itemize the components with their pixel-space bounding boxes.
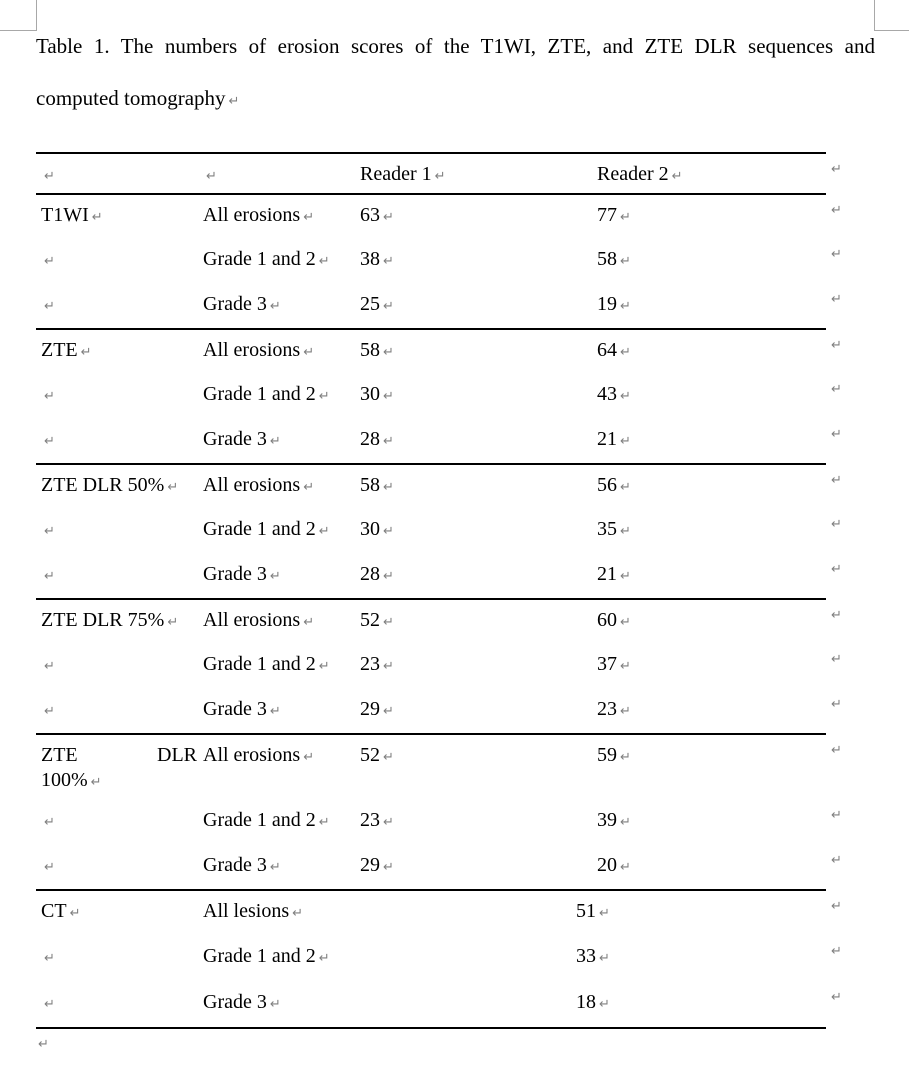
paragraph-mark-icon: ↵: [620, 704, 631, 719]
column-header-cell: [36, 153, 203, 194]
table-cell: [597, 329, 842, 374]
cell-text: 63: [360, 204, 380, 226]
paragraph-mark-icon: ↵: [383, 659, 394, 674]
table-row: [36, 890, 826, 936]
paragraph-mark-icon: ↵: [831, 899, 842, 914]
paragraph-mark-icon: ↵: [383, 750, 394, 765]
paragraph-mark-icon: ↵: [383, 389, 394, 404]
cell-text: T1WI: [41, 204, 89, 226]
paragraph-mark-icon: ↵: [383, 299, 394, 314]
paragraph-mark-icon: ↵: [91, 210, 103, 225]
table-cell: [360, 644, 597, 689]
table-row: [36, 509, 826, 554]
paragraph-mark-icon: ↵: [831, 292, 842, 307]
table-cell: [36, 374, 203, 419]
paragraph-mark-icon: ↵: [44, 389, 55, 404]
cell-text: All lesions: [203, 900, 290, 922]
cell-text: 52: [360, 609, 380, 631]
table-cell: [360, 689, 597, 734]
paragraph-mark-icon: ↵: [383, 345, 394, 360]
table-cell: [36, 419, 203, 464]
paragraph-mark-icon: ↵: [620, 434, 631, 449]
cell-text: ZTE DLR 50%: [41, 474, 165, 496]
paragraph-mark-icon: ↵: [831, 743, 842, 758]
table-cell: [203, 194, 360, 239]
paragraph-mark-icon: ↵: [44, 299, 55, 314]
table-cell: [360, 239, 597, 284]
paragraph-mark-icon: ↵: [44, 997, 55, 1012]
cell-text: All erosions: [203, 474, 301, 496]
table-cell: [203, 419, 360, 464]
cell-text: 29: [360, 854, 380, 876]
paragraph-mark-icon: ↵: [38, 1037, 49, 1052]
paragraph-mark-icon: ↵: [80, 345, 92, 360]
paragraph-mark-icon: ↵: [831, 652, 842, 667]
table-cell: [360, 982, 842, 1028]
cell-text: Grade 1 and 2: [203, 383, 316, 405]
paragraph-mark-icon: ↵: [269, 860, 281, 875]
cell-text: Grade 1 and 2: [203, 945, 316, 967]
table-cell: [203, 374, 360, 419]
cell-text: 56: [597, 474, 617, 496]
table-row: [36, 554, 826, 599]
cell-text: 58: [360, 474, 380, 496]
paragraph-mark-icon: ↵: [383, 434, 394, 449]
paragraph-mark-icon: ↵: [620, 615, 631, 630]
cell-text: 35: [597, 518, 617, 540]
table-cell: [36, 284, 203, 329]
cell-text: 19: [597, 293, 617, 315]
paragraph-mark-icon: ↵: [620, 569, 631, 584]
table-header-row: [36, 153, 826, 194]
paragraph-mark-icon: ↵: [831, 517, 842, 532]
cell-text: CT: [41, 900, 67, 922]
cell-text: All erosions: [203, 339, 301, 361]
paragraph-mark-icon: ↵: [303, 480, 315, 495]
table-cell: [36, 800, 203, 845]
cell-text: Grade 1 and 2: [203, 248, 316, 270]
cell-text: Reader 2: [597, 163, 669, 185]
table-cell: [203, 689, 360, 734]
table-cell: [36, 734, 203, 800]
paragraph-mark-icon: ↵: [44, 434, 55, 449]
table-cell: [597, 554, 842, 599]
paragraph-mark-icon: ↵: [620, 345, 631, 360]
table-cell: [36, 239, 203, 284]
table-cell: [203, 936, 360, 982]
cell-text: 23: [360, 653, 380, 675]
column-header-cell: [597, 153, 842, 194]
paragraph-mark-icon: ↵: [831, 427, 842, 442]
paragraph-mark-icon: ↵: [620, 860, 631, 875]
paragraph-mark-icon: ↵: [599, 906, 610, 921]
cell-text: Grade 1 and 2: [203, 518, 316, 540]
table-cell: [360, 734, 597, 800]
table-cell: [597, 284, 842, 329]
table-row: [36, 734, 826, 800]
paragraph-mark-icon: ↵: [831, 853, 842, 868]
paragraph-mark-icon: ↵: [620, 524, 631, 539]
paragraph-mark-icon: ↵: [69, 906, 81, 921]
table-cell: [203, 845, 360, 890]
paragraph-mark-icon: ↵: [831, 608, 842, 623]
caption-line-1: Table 1. The numbers of erosion scores of the T1WI, ZTE, and ZTE DLR sequences and: [36, 34, 875, 58]
cell-text: Reader 1: [360, 163, 432, 185]
table-cell: [360, 284, 597, 329]
margin-corner-mark-top-left: [0, 30, 37, 31]
table-cell: [360, 374, 597, 419]
paragraph-mark-icon: ↵: [383, 704, 394, 719]
paragraph-mark-icon: ↵: [831, 697, 842, 712]
paragraph-mark-icon: ↵: [620, 389, 631, 404]
cell-text: 39: [597, 809, 617, 831]
paragraph-mark-icon: ↵: [44, 659, 55, 674]
paragraph-mark-icon: ↵: [831, 944, 842, 959]
column-header-cell: [360, 153, 597, 194]
table-cell: [597, 800, 842, 845]
paragraph-mark-icon: ↵: [831, 990, 842, 1005]
paragraph-mark-icon: ↵: [318, 815, 330, 830]
table-cell: [360, 194, 597, 239]
cell-text: 38: [360, 248, 380, 270]
cell-text: Grade 3: [203, 428, 267, 450]
table-cell: [36, 554, 203, 599]
table-cell: [36, 509, 203, 554]
cell-text: 30: [360, 518, 380, 540]
caption-text: computed tomography: [36, 86, 226, 110]
paragraph-mark-icon: ↵: [831, 203, 842, 218]
table-row: [36, 936, 826, 982]
table-cell: [203, 982, 360, 1028]
paragraph-mark-icon: ↵: [269, 434, 281, 449]
table-cell: [597, 509, 842, 554]
table-cell: [36, 194, 203, 239]
table-row: [36, 644, 826, 689]
paragraph-mark-icon: ↵: [303, 345, 315, 360]
table-cell: [597, 599, 842, 644]
cell-text: 59: [597, 744, 617, 766]
cell-text: Grade 1 and 2: [203, 653, 316, 675]
cell-text: 51: [576, 900, 597, 922]
table-row: [36, 419, 826, 464]
paragraph-mark-icon: ↵: [831, 473, 842, 488]
caption-line-2: [36, 72, 875, 124]
table-cell: [36, 936, 203, 982]
table-row: [36, 239, 826, 284]
table-cell: [597, 239, 842, 284]
paragraph-mark-icon: ↵: [44, 860, 55, 875]
table-cell: [597, 689, 842, 734]
cell-text: 28: [360, 563, 380, 585]
paragraph-mark-icon: ↵: [167, 480, 179, 495]
paragraph-mark-icon: ↵: [383, 210, 394, 225]
table-cell: [360, 599, 597, 644]
table-cell: [360, 464, 597, 509]
table-cell: [203, 239, 360, 284]
table-cell: [36, 329, 203, 374]
paragraph-mark-icon: ↵: [44, 951, 55, 966]
paragraph-mark-icon: ↵: [434, 169, 446, 184]
paragraph-mark-icon: ↵: [44, 569, 55, 584]
cell-text: 28: [360, 428, 380, 450]
paragraph-mark-icon: ↵: [831, 382, 842, 397]
cell-text: All erosions: [203, 744, 301, 766]
paragraph-mark-icon: ↵: [318, 254, 330, 269]
table-cell: [597, 419, 842, 464]
paragraph-mark-icon: ↵: [318, 389, 330, 404]
table-cell: [36, 599, 203, 644]
cell-text: Grade 3: [203, 698, 267, 720]
paragraph-mark-icon: ↵: [44, 169, 55, 184]
paragraph-mark-icon: ↵: [620, 750, 631, 765]
table-cell: [203, 890, 360, 936]
table-cell: [203, 284, 360, 329]
table-row: [36, 845, 826, 890]
cell-text: ZTE DLR 75%: [41, 609, 165, 631]
table-cell: [36, 644, 203, 689]
table-cell: [36, 890, 203, 936]
table-cell: [203, 509, 360, 554]
paragraph-mark-icon: ↵: [620, 210, 631, 225]
erosion-scores-table: [36, 152, 842, 1029]
table-row: [36, 800, 826, 845]
table-row: [36, 329, 826, 374]
cell-text: 21: [597, 563, 617, 585]
table-cell: [597, 734, 842, 800]
paragraph-mark-icon: ↵: [292, 906, 304, 921]
paragraph-mark-icon: ↵: [303, 615, 315, 630]
cell-text: 20: [597, 854, 617, 876]
cell-text: 30: [360, 383, 380, 405]
paragraph-mark-icon: ↵: [228, 94, 240, 109]
cell-text: All erosions: [203, 204, 301, 226]
cell-text: 23: [597, 698, 617, 720]
table-caption: [36, 20, 875, 124]
table-cell: [597, 194, 842, 239]
cell-text: 52: [360, 744, 380, 766]
paragraph-mark-icon: ↵: [383, 524, 394, 539]
cell-text: 100%: [41, 769, 88, 791]
table-row: [36, 464, 826, 509]
cell-text: All erosions: [203, 609, 301, 631]
paragraph-mark-icon: ↵: [303, 210, 315, 225]
paragraph-mark-icon: ↵: [831, 162, 842, 177]
table-cell: [203, 464, 360, 509]
table-row: [36, 599, 826, 644]
cell-text: 60: [597, 609, 617, 631]
table-cell: [203, 329, 360, 374]
table-row: [36, 689, 826, 734]
cell-text: 21: [597, 428, 617, 450]
paragraph-mark-icon: ↵: [206, 169, 217, 184]
table-cell: [360, 800, 597, 845]
table-cell: [203, 800, 360, 845]
table-cell: [597, 374, 842, 419]
cell-text: 77: [597, 204, 617, 226]
paragraph-mark-icon: ↵: [269, 997, 281, 1012]
paragraph-mark-icon: ↵: [44, 815, 55, 830]
paragraph-mark-icon: ↵: [269, 299, 281, 314]
table-cell: [36, 845, 203, 890]
margin-corner-mark-top-right: [874, 30, 909, 31]
table-cell: [203, 734, 360, 800]
paragraph-mark-icon: ↵: [383, 480, 394, 495]
paragraph-mark-icon: ↵: [44, 524, 55, 539]
paragraph-mark-icon: ↵: [90, 775, 102, 790]
cell-text: 25: [360, 293, 380, 315]
paragraph-mark-icon: ↵: [318, 951, 330, 966]
table-row: [36, 982, 826, 1028]
table-cell: [360, 329, 597, 374]
cell-text: Grade 3: [203, 854, 267, 876]
paragraph-mark-icon: ↵: [383, 815, 394, 830]
paragraph-mark-icon: ↵: [599, 951, 610, 966]
table-cell: [597, 464, 842, 509]
cell-text: ZTE: [41, 339, 78, 361]
cell-text: 37: [597, 653, 617, 675]
cell-text: Grade 1 and 2: [203, 809, 316, 831]
paragraph-mark-icon: ↵: [167, 615, 179, 630]
table-cell: [597, 644, 842, 689]
table-cell: [360, 890, 842, 936]
table-cell: [36, 464, 203, 509]
paragraph-mark-icon: ↵: [44, 254, 55, 269]
paragraph-mark-icon: ↵: [269, 569, 281, 584]
table-cell: [36, 982, 203, 1028]
column-header-cell: [203, 153, 360, 194]
cell-text: 43: [597, 383, 617, 405]
table-row: [36, 284, 826, 329]
table-cell: [203, 644, 360, 689]
cell-text: 18: [576, 991, 597, 1013]
table-cell: [203, 554, 360, 599]
paragraph-mark-icon: ↵: [383, 569, 394, 584]
table-cell: [360, 509, 597, 554]
table-row: [36, 194, 826, 239]
cell-text: Grade 3: [203, 563, 267, 585]
paragraph-mark-icon: ↵: [671, 169, 683, 184]
cell-text: Grade 3: [203, 293, 267, 315]
cell-text: 58: [360, 339, 380, 361]
paragraph-mark-icon: ↵: [620, 299, 631, 314]
paragraph-mark-icon: ↵: [269, 704, 281, 719]
paragraph-mark-icon: ↵: [831, 247, 842, 262]
paragraph-mark-icon: ↵: [620, 254, 631, 269]
paragraph-mark-icon: ↵: [44, 704, 55, 719]
cell-text: ZTE DLR: [41, 744, 197, 766]
paragraph-mark-icon: ↵: [599, 997, 610, 1012]
table-cell: [360, 419, 597, 464]
table-cell: [203, 599, 360, 644]
paragraph-mark-icon: ↵: [318, 659, 330, 674]
paragraph-mark-icon: ↵: [831, 338, 842, 353]
paragraph-mark-icon: ↵: [831, 562, 842, 577]
table-cell: [360, 845, 597, 890]
table-cell: [360, 936, 842, 982]
cell-text: Grade 3: [203, 991, 267, 1013]
paragraph-mark-icon: ↵: [303, 750, 315, 765]
paragraph-mark-icon: ↵: [383, 615, 394, 630]
table-cell: [360, 554, 597, 599]
cell-text: 58: [597, 248, 617, 270]
paragraph-mark-icon: ↵: [318, 524, 330, 539]
table-cell: [36, 689, 203, 734]
paragraph-mark-icon: ↵: [620, 480, 631, 495]
cell-text: 64: [597, 339, 617, 361]
paragraph-mark-icon: ↵: [831, 808, 842, 823]
paragraph-mark-icon: ↵: [383, 860, 394, 875]
cell-text: 23: [360, 809, 380, 831]
table-cell: [597, 845, 842, 890]
paragraph-mark-icon: ↵: [620, 815, 631, 830]
paragraph-mark-icon: ↵: [620, 659, 631, 674]
cell-text: 33: [576, 945, 597, 967]
table-row: [36, 374, 826, 419]
cell-text: 29: [360, 698, 380, 720]
paragraph-mark-icon: ↵: [383, 254, 394, 269]
